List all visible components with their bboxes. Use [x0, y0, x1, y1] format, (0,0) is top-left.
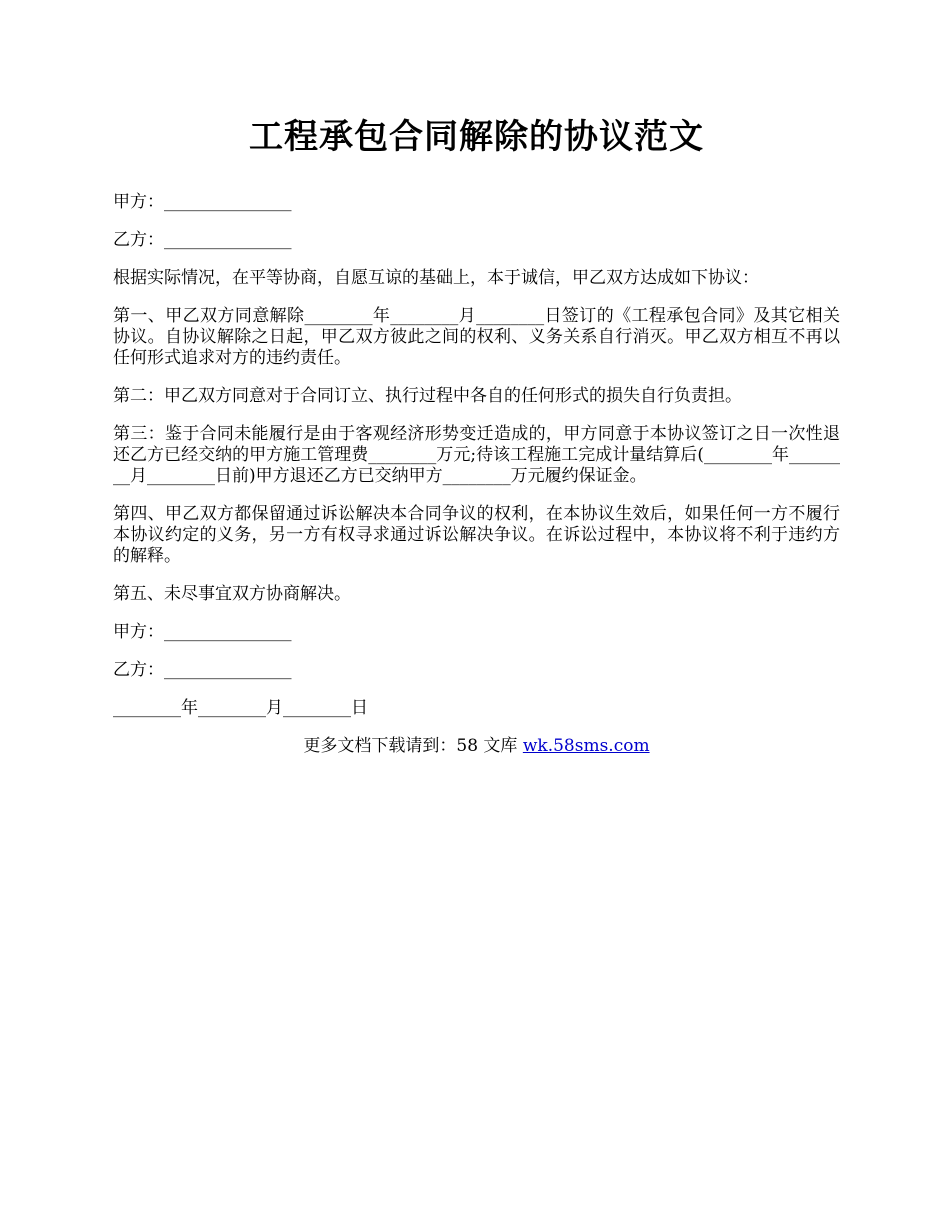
clause-4: 第四、甲乙双方都保留通过诉讼解决本合同争议的权利，在本协议生效后，如果任何一方不履行本协议约定的义务，另一方有权寻求通过诉讼解决争议。在诉讼过程中，本协议将不利于违约方的解释。	[113, 504, 840, 566]
document-title: 工程承包合同解除的协议范文	[249, 117, 704, 157]
footer-text: 更多文档下载请到：58 文库	[303, 736, 523, 756]
clause-3: 第三：鉴于合同未能履行是由于客观经济形势变迁造成的，甲方同意于本协议签订之日一次性退还乙方已经交纳的甲方施工管理费________万元;待该工程施工完成计量结算后(________年________月________日前)甲方退还乙方已交纳甲方________万元履约保证金。	[113, 424, 840, 486]
party-a-signature-line: 甲方：_______________	[113, 622, 292, 642]
clause-1: 第一、甲乙双方同意解除________年________月________日签订的《工程承包合同》及其它相关协议。自协议解除之日起，甲乙双方彼此之间的权利、义务关系自行消灭。甲乙双方相互不再以任何形式追求对方的违约责任。	[113, 306, 840, 368]
clause-5: 第五、未尽事宜双方协商解决。	[113, 584, 351, 604]
document-page	[113, 108, 840, 757]
footer	[113, 736, 840, 757]
party-b-signature-line: 乙方：_______________	[113, 660, 292, 680]
footer-link[interactable]: wk.58sms.com	[522, 736, 650, 756]
intro-paragraph: 根据实际情况，在平等协商，自愿互谅的基础上，本于诚信，甲乙双方达成如下协议：	[113, 268, 759, 288]
date-line: ________年________月________日	[113, 698, 368, 718]
party-a-line: 甲方：_______________	[113, 192, 292, 212]
clause-2: 第二：甲乙双方同意对于合同订立、执行过程中各自的任何形式的损失自行负责担。	[113, 386, 742, 406]
party-b-line: 乙方：_______________	[113, 230, 292, 250]
